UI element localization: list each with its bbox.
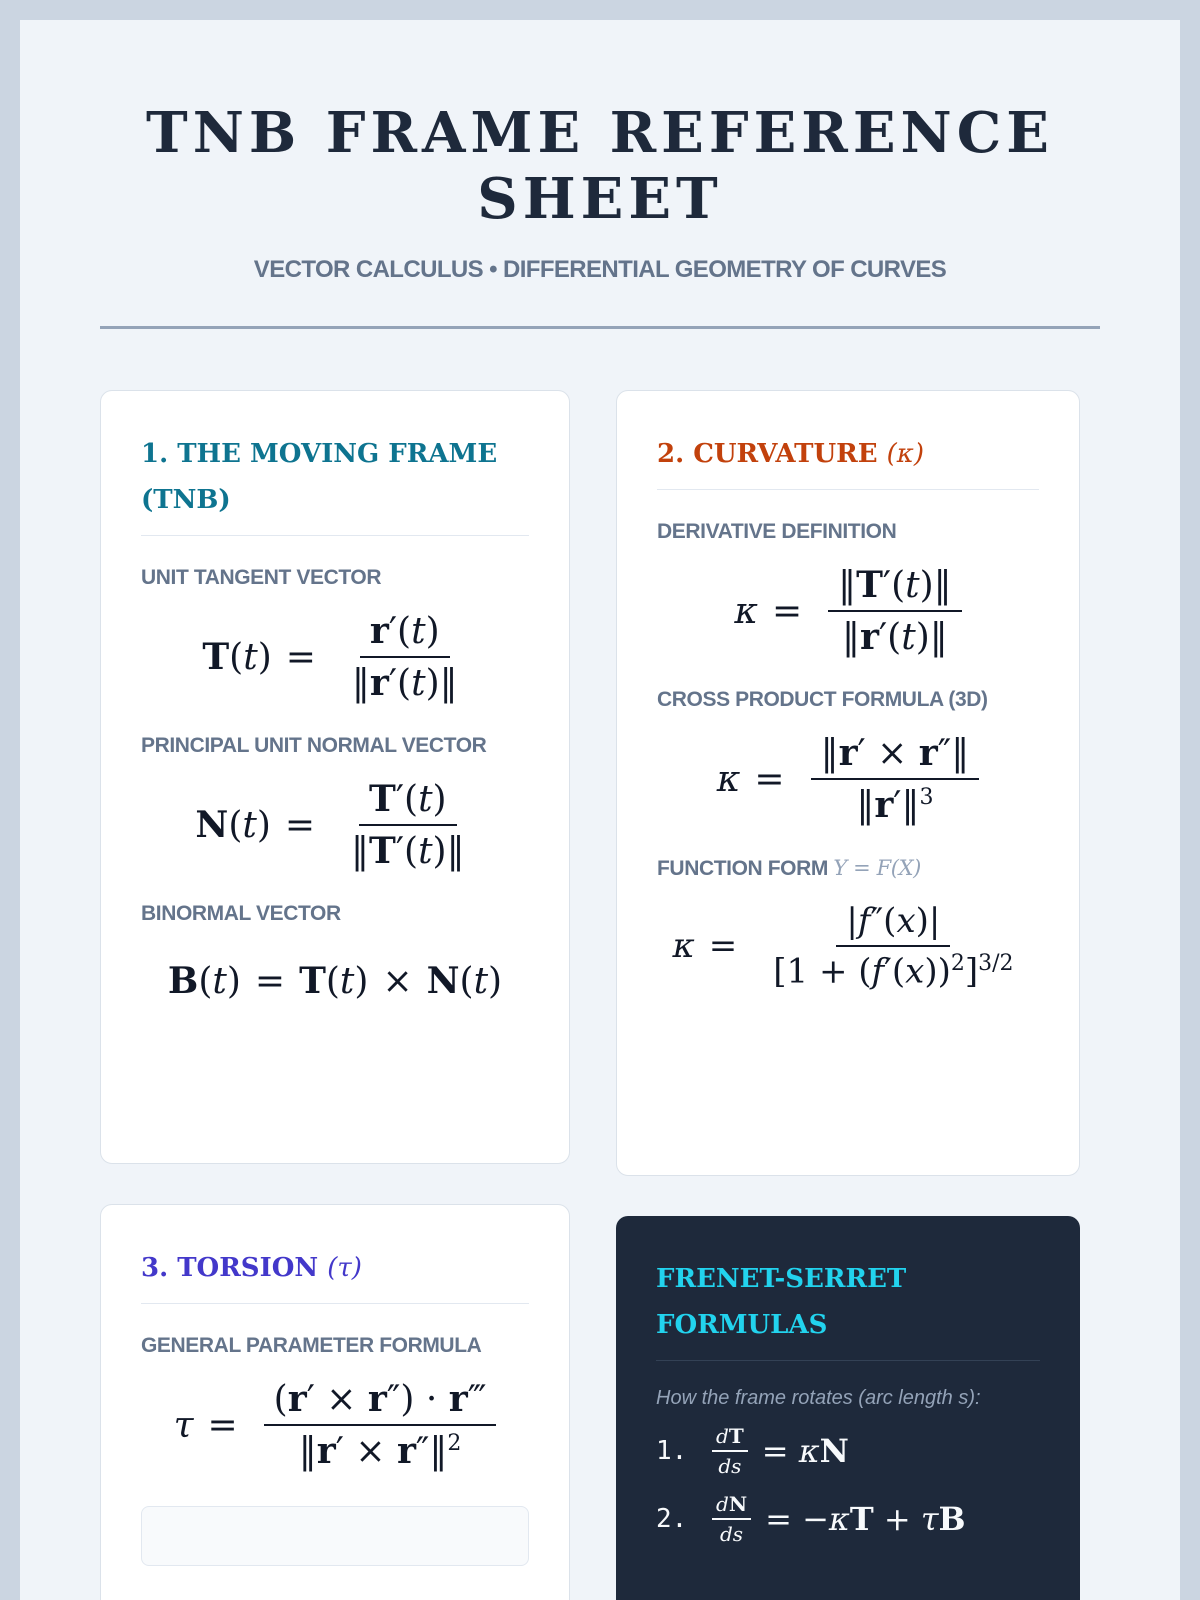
card-title-moving-frame <box>141 431 529 536</box>
fraction: $\frac{|f''(x)|}{[1 + (f'(x))^2]^{3/2}}$ <box>773 901 1014 992</box>
page-subtitle: VECTOR CALCULUS • DIFFERENTIAL GEOMETRY OF CURVES <box>253 256 947 283</box>
formula-binormal: B(t) = T(t) × N(t) <box>167 960 503 1002</box>
label-function-form <box>657 856 1039 881</box>
fraction: $\frac{r'(t)}{‖r'(t)‖}$ <box>351 610 458 704</box>
frenet-row-2: 2. $\frac{dN}{ds}$ = −κT + τB <box>656 1492 966 1546</box>
tau-symbol: (τ) <box>327 1253 362 1283</box>
fraction: $\frac{‖r' \times r''‖}{‖r'‖^3}$ <box>811 732 980 826</box>
row-index: 1. <box>656 1436 688 1466</box>
label-principal-normal: PRINCIPAL UNIT NORMAL VECTOR <box>141 734 487 757</box>
label-function-text: FUNCTION FORM <box>657 857 828 880</box>
card-title-torsion <box>141 1245 529 1304</box>
card-moving-frame <box>100 390 570 1164</box>
card-curvature <box>616 390 1080 1176</box>
formula-principal-normal: N(t) = $\frac{T'(t)}{‖T'(t)‖}$ <box>141 778 529 872</box>
card-torsion <box>100 1204 570 1600</box>
label-derivative-definition: DERIVATIVE DEFINITION <box>657 520 897 543</box>
header-divider <box>100 326 1100 329</box>
formula-curvature-function: κ = $\frac{|f''(x)|}{[1 + (f'(x))^2]^{3/2}}$ <box>657 901 1039 991</box>
card-title-curvature <box>657 431 1039 490</box>
reference-sheet <box>20 20 1180 1600</box>
fraction: $\frac{‖T'(t)‖}{‖r'(t)‖}$ <box>828 564 962 658</box>
frenet-note: How the frame rotates (arc length s): <box>656 1387 981 1409</box>
card-title-frenet: FRENET-SERRET FORMULAS <box>656 1256 1040 1361</box>
derivative-fraction: $\frac{dT}{ds}$ <box>712 1424 748 1478</box>
label-function-math: Y = F(X) <box>833 856 921 880</box>
formula-torsion: τ = $\frac{(r' \times r'') \cdot r‴}{‖r' \times r''‖^2}$ <box>141 1378 529 1472</box>
card-frenet-serret <box>616 1216 1080 1600</box>
page-header <box>100 100 1100 284</box>
label-general-parameter: GENERAL PARAMETER FORMULA <box>141 1334 482 1357</box>
formula-curvature-cross: κ = $\frac{‖r' \times r''‖}{‖r'‖^3}$ <box>657 732 1039 826</box>
label-binormal: BINORMAL VECTOR <box>141 902 341 925</box>
page-title: TNB FRAME REFERENCE SHEET <box>146 100 1054 232</box>
card-title-text: 3. TORSION <box>141 1253 319 1283</box>
fraction: $\frac{(r' \times r'') \cdot r‴}{‖r' \times r''‖^2}$ <box>264 1378 497 1472</box>
label-unit-tangent: UNIT TANGENT VECTOR <box>141 566 382 589</box>
label-cross-product: CROSS PRODUCT FORMULA (3D) <box>657 688 988 711</box>
frenet-row-1: 1. $\frac{dT}{ds}$ = κN <box>656 1424 849 1478</box>
card-title-text: 2. CURVATURE <box>657 439 878 469</box>
card-title-text: 1. THE MOVING FRAME (TNB) <box>141 439 498 515</box>
formula-curvature-derivative: κ = $\frac{‖T'(t)‖}{‖r'(t)‖}$ <box>657 564 1039 658</box>
derivative-fraction: $\frac{dN}{ds}$ <box>712 1492 751 1546</box>
row-index: 2. <box>656 1504 688 1534</box>
torsion-note-box <box>141 1506 529 1566</box>
kappa-symbol: (κ) <box>886 439 924 469</box>
formula-unit-tangent: T(t) = $\frac{r'(t)}{‖r'(t)‖}$ <box>141 610 529 704</box>
fraction: $\frac{T'(t)}{‖T'(t)‖}$ <box>351 778 465 872</box>
